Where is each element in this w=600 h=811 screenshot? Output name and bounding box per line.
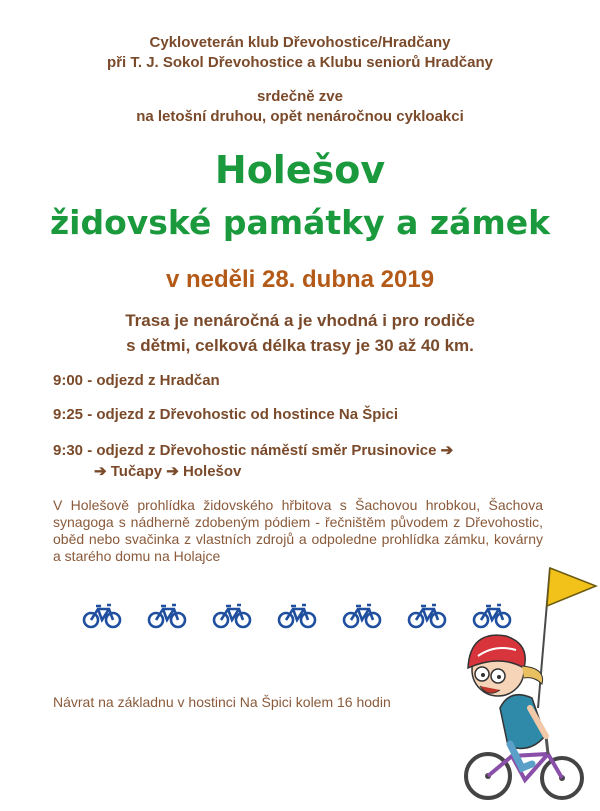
bicycle-icon (277, 600, 317, 630)
bicycle-icon (82, 600, 122, 630)
bike-row (82, 600, 512, 630)
return-info: Návrat na základnu v hostinci Na Špici kolem 16 hodin (53, 694, 391, 710)
bicycle-icon (407, 600, 447, 630)
cyclist-illustration (450, 558, 598, 808)
route-info-line1: Trasa je nenáročná a je vhodná i pro rodiče (125, 311, 475, 330)
bicycle-icon (342, 600, 382, 630)
event-subtitle: židovské památky a zámek (49, 203, 551, 242)
event-intro: na letošní druhou, opět nenáročnou cykloakci (136, 108, 464, 125)
bicycle-icon (212, 600, 252, 630)
club-name: Cykloveterán klub Dřevohostice/Hradčany (149, 34, 451, 51)
invite-line: srdečně zve (257, 88, 343, 105)
route-info-line2: s dětmi, celková délka trasy je 30 až 40 km. (126, 336, 474, 355)
schedule-item: 9:25 - odjezd z Dřevohostic od hostince Na Špici (53, 406, 399, 423)
schedule-item: 9:00 - odjezd z Hradčan (53, 372, 220, 389)
event-title: Holešov (214, 148, 386, 192)
bicycle-icon (147, 600, 187, 630)
schedule-item: 9:30 - odjezd z Dřevohostic náměstí směr Prusinovice ➔ (53, 442, 454, 459)
trip-description: V Holešově prohlídka židovského hřbitova s Šachovou hrobkou, Šachova synagoga s nádherně zdobeným pódiem - řečništěm původem z Dřevohostic, oběd nebo svačinka z vlastních zdrojů a odpoledne prohlídka zámku, kovárny a starého domu na Holajce (53, 497, 543, 564)
schedule-item-continuation: ➔ Tučapy ➔ Holešov (94, 463, 242, 480)
event-date: v neděli 28. dubna 2019 (165, 266, 435, 293)
club-affiliation: při T. J. Sokol Dřevohostice a Klubu seniorů Hradčany (107, 54, 493, 71)
